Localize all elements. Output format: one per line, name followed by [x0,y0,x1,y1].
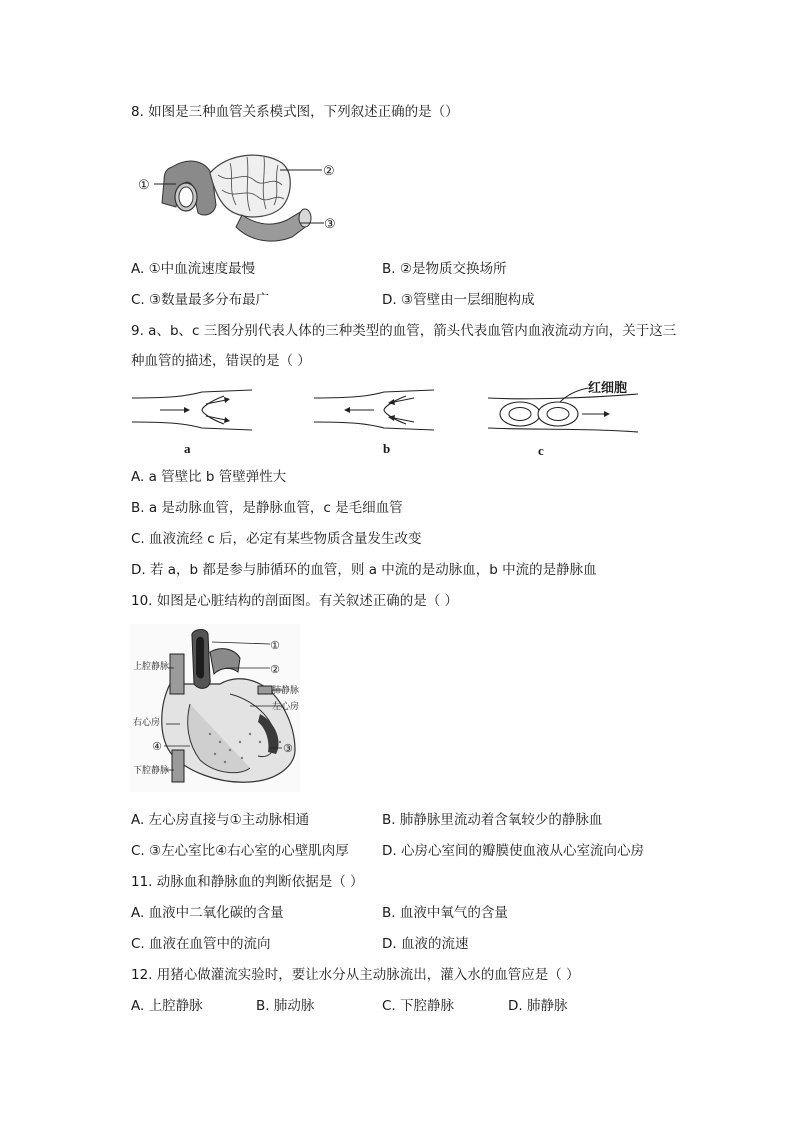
q10-label-1: ① [270,639,280,652]
q12-option-c: C. 下腔静脉 [382,998,455,1014]
q10-label-svc: 上腔静脉 [133,662,170,672]
q9-label-rbc: 红细胞 [588,381,628,396]
q10-label-pv: 肺静脉 [272,686,300,696]
q10-option-a: A. 左心房直接与①主动脉相通 [131,812,310,828]
q9-option-d: D. 若 a，b 都是参与肺循环的血管，则 a 中流的是动脉血，b 中流的是静脉血 [131,562,597,578]
q9-label-a: a [184,441,191,456]
q8-option-d: D. ③管壁由一层细胞构成 [382,292,535,308]
q10-option-d: D. 心房心室间的瓣膜使血液从心室流向心房 [382,843,644,859]
q10-label-ra: 右心房 [133,718,161,728]
q9-figure-b [314,388,434,438]
q8-option-c: C. ③数量最多分布最广 [131,292,270,308]
q9-label-c: c [538,443,544,458]
q10-label-3: ③ [283,742,293,755]
q8-vessel-figure [132,145,352,245]
q9-option-a: A. a 管壁比 b 管壁弹性大 [131,469,287,485]
q11-option-d: D. 血液的流速 [382,936,469,952]
q10-label-la: 左心房 [272,702,300,712]
q8-label-3: ③ [324,216,336,231]
q10-option-c: C. ③左心室比④右心室的心壁肌肉厚 [131,843,349,859]
q8-stem: 8. 如图是三种血管关系模式图，下列叙述正确的是（） [131,104,459,120]
q8-label-2: ② [323,163,335,178]
q8-option-b: B. ②是物质交换场所 [382,261,507,277]
q9-figure-a [132,388,252,438]
q12-option-d: D. 肺静脉 [508,998,568,1014]
q12-option-b: B. 肺动脉 [256,998,315,1014]
q11-stem: 11. 动脉血和静脉血的判断依据是（ ） [131,874,364,890]
q9-stem-line2: 种血管的描述，错误的是（ ） [131,353,311,369]
q11-option-b: B. 血液中氧气的含量 [382,905,508,921]
q10-label-2: ② [270,663,280,676]
q12-stem: 12. 用猪心做灌流实验时，要让水分从主动脉流出，灌入水的血管应是（ ） [131,967,580,983]
q9-option-c: C. 血液流经 c 后，必定有某些物质含量发生改变 [131,531,422,547]
q11-option-a: A. 血液中二氧化碳的含量 [131,905,284,921]
q9-option-b: B. a 是动脉血管，是静脉血管，c 是毛细血管 [131,500,403,516]
q8-option-a: A. ①中血流速度最慢 [131,261,256,277]
q10-label-ivc: 下腔静脉 [133,766,170,776]
q10-stem: 10. 如图是心脏结构的剖面图。有关叙述正确的是（ ） [131,593,459,609]
q10-option-b: B. 肺静脉里流动着含氧较少的静脉血 [382,812,603,828]
q9-label-b: b [383,441,391,456]
q8-label-1: ① [138,177,150,192]
q12-option-a: A. 上腔静脉 [131,998,203,1014]
q10-label-4: ④ [152,740,162,753]
q9-stem-line1: 9. a、b、c 三图分别代表人体的三种类型的血管，箭头代表血管内血液流动方向，关于这三 [131,323,677,339]
q11-option-c: C. 血液在血管中的流向 [131,936,271,952]
